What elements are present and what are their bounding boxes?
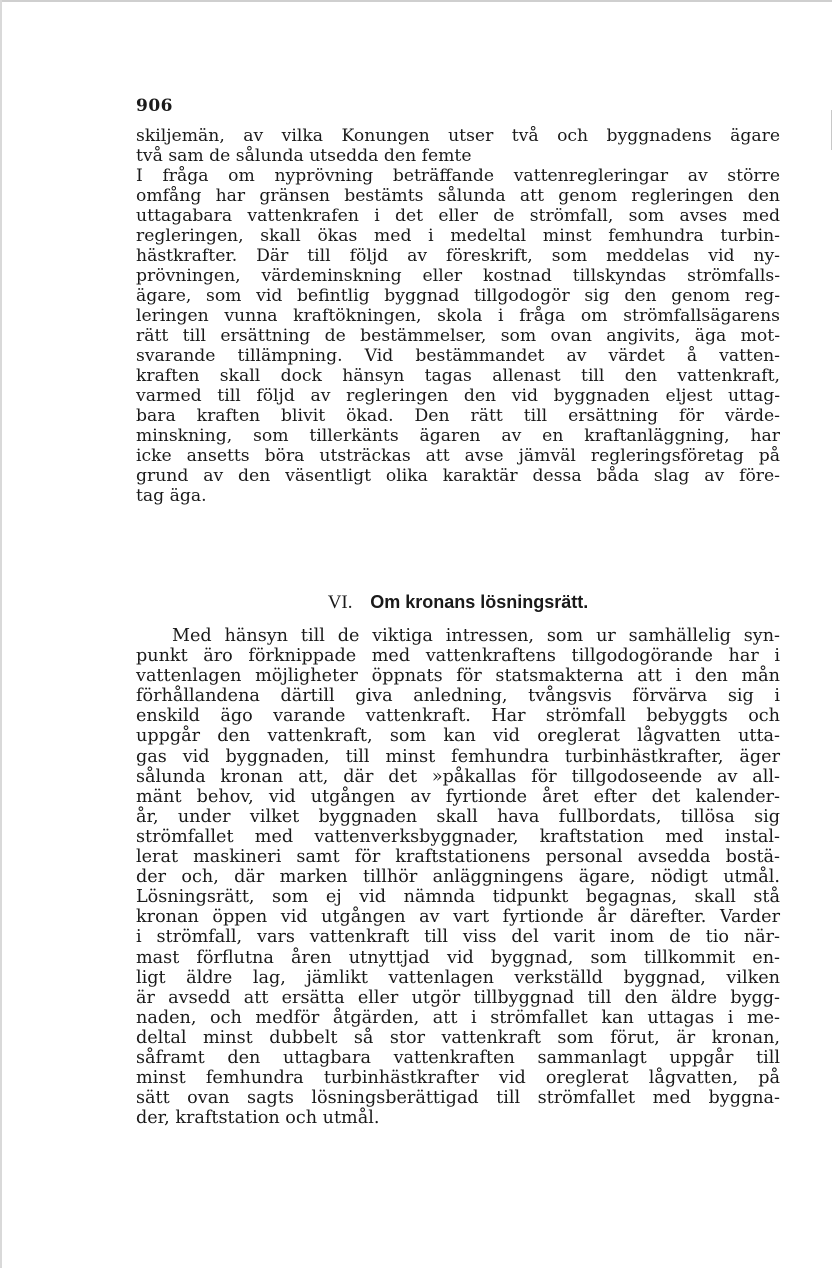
page-number: 906 [136,96,173,116]
text-line: i strömfall, vars vattenkraft till viss del varit inom de tio när- [136,927,780,948]
text-line: skiljemän, av vilka Konungen utser två och byggnadens ägare [136,126,780,146]
text-line: sålunda kronan att, där det »påkallas för tillgodoseende av all- [136,766,780,787]
paragraph-block-redemption-right [136,626,780,1128]
text-line: grund av den väsentligt olika karaktär dessa båda slag av före- [136,466,780,486]
text-line: leringen vunna kraftökningen, skola i fråga om strömfallsägarens [136,306,780,326]
text-line: tag äga. [136,486,207,506]
scan-edge-left [0,0,2,1268]
text-line: sätt ovan sagts lösningsberättigad till strömfallet med byggna- [136,1088,780,1109]
text-line: två sam de sålunda utsedda den femte [136,146,472,166]
text-line: kronan öppen vid utgången av vart fyrtionde år därefter. Varder [136,907,780,928]
section-title: Om kronans lösningsrätt. [370,592,589,612]
text-line: hästkrafter. Där till följd av föreskrift, som meddelas vid ny- [136,246,780,266]
text-line: ligt äldre lag, jämlikt vattenlagen verkställd byggnad, vilken [136,967,780,988]
text-line: är avsedd att ersätta eller utgör tillbyggnad till den äldre bygg- [136,987,780,1008]
text-line: minskning, som tillerkänts ägaren av en kraftanläggning, har [136,426,780,446]
scan-edge-top [0,0,832,2]
section-number: VI. [327,592,353,613]
text-line: såframt den uttagbara vattenkraften sammanlagt uppgår till [136,1047,780,1068]
text-line: svarande tillämpning. Vid bestämmandet av värdet å vatten- [136,346,780,366]
text-line: uppgår den vattenkraft, som kan vid oreglerat lågvatten utta- [136,726,780,747]
text-line: Lösningsrätt, som ej vid nämnda tidpunkt begagnas, skall stå [136,887,780,908]
text-line: naden, och medför åtgärden, att i strömfallet kan uttagas i me- [136,1007,780,1028]
text-line: bara kraften blivit ökad. Den rätt till ersättning för värde- [136,406,780,426]
text-line: I fråga om nyprövning beträffande vattenregleringar av större [136,166,780,186]
text-line: varmed till följd av regleringen den vid byggnaden eljest uttag- [136,386,780,406]
text-line: uttagabara vattenkrafen i det eller de strömfall, som avses med [136,206,780,226]
text-line: rätt till ersättning de bestämmelser, som ovan angivits, äga mot- [136,326,780,346]
text-line: ägare, som vid befintlig byggnad tillgodogör sig den genom reg- [136,286,780,306]
text-line: icke ansetts böra utsträckas att avse jämväl regleringsföretag på [136,446,780,466]
text-line: punkt äro förknippade med vattenkraftens tillgodogörande har i [136,646,780,667]
text-line: mast förflutna åren utnyttjad vid byggnad, som tillkommit en- [136,947,780,968]
text-line: gas vid byggnaden, till minst femhundra turbinhästkrafter, äger [136,746,780,767]
text-line: omfång har gränsen bestämts sålunda att genom regleringen den [136,186,780,206]
paragraph-block-arbitration [136,126,780,506]
text-line: strömfallet med vattenverksbyggnader, kraftstation med instal- [136,826,780,847]
text-line: kraften skall dock hänsyn tagas allenast till den vattenkraft, [136,366,780,386]
text-line: minst femhundra turbinhästkrafter vid oreglerat lågvatten, på [136,1068,780,1089]
text-line: mänt behov, vid utgången av fyrtionde året efter det kalender- [136,786,780,807]
text-line: år, under vilket byggnaden skall hava fullbordats, tillösa sig [136,806,780,827]
text-line: förhållandena därtill giva anledning, tvångsvis förvärva sig i [136,686,780,707]
section-heading [136,590,780,615]
text-line: enskild ägo varande vattenkraft. Har strömfall bebyggts och [136,706,780,727]
text-line: lerat maskineri samt för kraftstationens personal avsedda bostä- [136,847,780,868]
text-line: der och, där marken tillhör anläggningens ägare, nödigt utmål. [136,867,780,888]
text-line: prövningen, värdeminskning eller kostnad tillskyndas strömfalls- [136,266,780,286]
text-line: vattenlagen möjligheter öppnats för statsmakterna att i den mån [136,666,780,687]
text-line: regleringen, skall ökas med i medeltal minst femhundra turbin- [136,226,780,246]
text-line: der, kraftstation och utmål. [136,1108,380,1129]
text-line: Med hänsyn till de viktiga intressen, som ur samhällelig syn- [172,626,780,646]
text-line: deltal minst dubbelt så stor vattenkraft som förut, är kronan, [136,1027,780,1048]
